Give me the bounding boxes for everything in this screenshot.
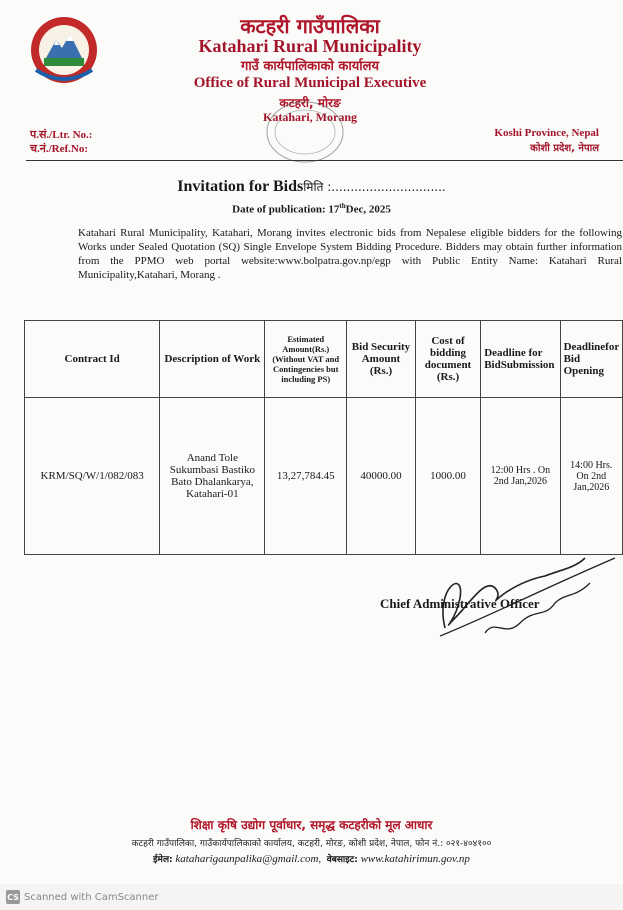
publication-date-suffix-sup: th: [339, 202, 346, 210]
signature-lettering: [0, 0, 1, 1]
notice-body: Katahari Rural Municipality, Katahari, Morang invites electronic bids from Nepalese eligible bidders for the following Works under Sealed Quotation (SQ) Single Envelope System Bidding Procedure. Bidders may obtain further information from the PPMO web portal website:www.bolpatra.gov.np/egp with Public Entity Name: Katahari Rural Municipality,Katahari, Morang .: [78, 227, 622, 281]
location-english: Katahari, Morang: [263, 110, 357, 124]
cell-estimated-amount: 13,27,784.45: [265, 398, 347, 555]
municipality-name-nepali: कटहरी गाउँपालिका: [240, 14, 380, 38]
footer-motto: शिक्षा कृषि उद्योग पूर्वाधार, समृद्ध कटहरीको मूल आधार: [190, 818, 433, 832]
footer-contacts: [0, 852, 623, 865]
header-estimated-amount: Estimated Amount(Rs.) (Without VAT and Contingencies but including PS): [265, 321, 347, 398]
province-nepali: कोशी प्रदेश, नेपाल: [530, 143, 599, 154]
office-name-english: Office of Rural Municipal Executive: [193, 75, 427, 91]
header-cost-document: Cost of bidding document (Rs.): [415, 321, 480, 398]
publication-date-rest: Dec, 2025: [345, 203, 391, 216]
email-label: ईमेल:: [153, 855, 173, 865]
header-divider: [26, 160, 623, 161]
bid-table: [24, 320, 623, 555]
province-english: Koshi Province, Nepal: [494, 127, 599, 139]
camscanner-icon: CS: [6, 890, 20, 904]
table-header-row: [25, 321, 623, 398]
notice-title: [0, 178, 623, 196]
footer-address: कटहरी गाउँपालिका, गाउँकार्यपालिकाको कार्यालय, कटहरी, मोरङ, कोशी प्रदेश, नेपाल, फोन नं.: ०२१-४०४१००: [131, 839, 492, 849]
table-row: [25, 398, 623, 555]
cell-description: Anand Tole Sukumbasi Bastiko Bato Dhalankarya, Katahari-01: [160, 398, 265, 555]
date-field-label: मिति :..............................: [303, 180, 446, 194]
municipality-logo: [26, 12, 102, 86]
header-bid-security: Bid Security Amount (Rs.): [347, 321, 416, 398]
camscanner-text: Scanned with CamScanner: [24, 891, 159, 903]
office-name-nepali: गाउँ कार्यपालिकाको कार्यालय: [241, 59, 379, 74]
cell-deadline-opening: 14:00 Hrs. On 2nd Jan,2026: [560, 398, 622, 555]
website-link[interactable]: www.katahirimun.gov.np: [360, 853, 470, 865]
cell-contract-id: KRM/SQ/W/1/082/083: [25, 398, 160, 555]
letter-number-label: प.सं./Ltr. No.:: [30, 129, 93, 141]
reference-number-label: च.नं./Ref.No:: [30, 143, 88, 155]
publication-date-prefix: Date of publication: 17: [232, 203, 340, 216]
camscanner-watermark: [6, 890, 159, 904]
cell-deadline-submission: 12:00 Hrs . On 2nd Jan,2026: [481, 398, 560, 555]
website-label: वेबसाइट:: [326, 855, 358, 865]
header-contract-id: Contract Id: [25, 321, 160, 398]
header-description: Description of Work: [160, 321, 265, 398]
notice-title-text: Invitation for Bids: [177, 178, 304, 195]
email-link[interactable]: kataharigaunpalika@gmail.com,: [175, 853, 322, 865]
header-deadline-opening: Deadlinefor Bid Opening: [560, 321, 622, 398]
header-deadline-submission: Deadline for BidSubmission: [481, 321, 560, 398]
cell-bid-security: 40000.00: [347, 398, 416, 555]
signatory-title: Chief Administrative Officer: [380, 596, 540, 611]
municipality-name-english: Katahari Rural Municipality: [198, 36, 422, 56]
cell-cost-document: 1000.00: [415, 398, 480, 555]
publication-date: [0, 202, 623, 216]
location-nepali: कटहरी, मोरङ: [279, 96, 341, 110]
